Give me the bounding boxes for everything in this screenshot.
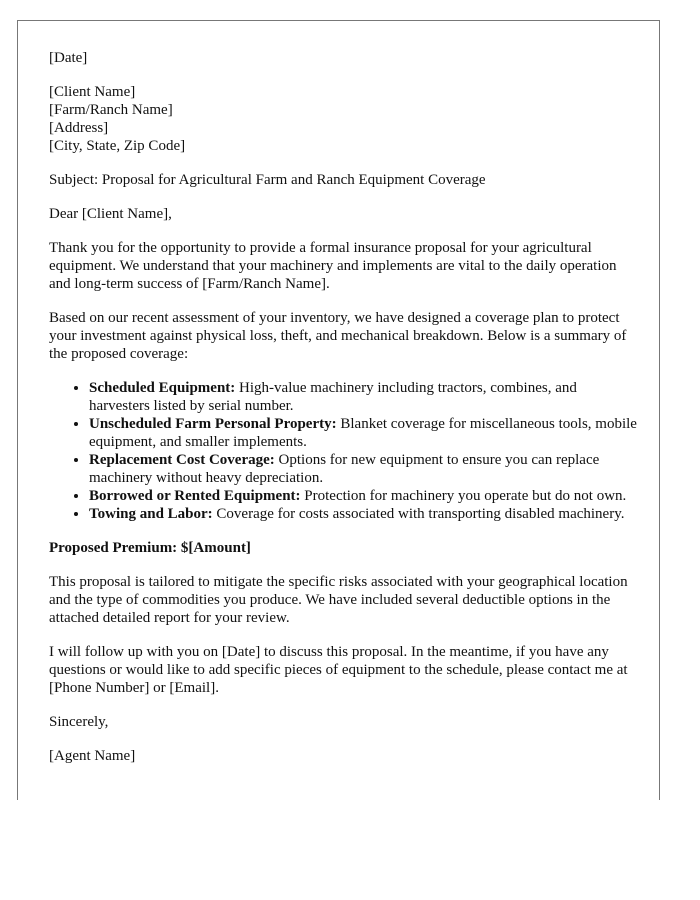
- coverage-item-scheduled-equipment: [89, 379, 639, 415]
- coverage-desc: Options for new equipment to ensure you can replace machinery without heavy depreciation.: [89, 452, 600, 486]
- recipient-address: [Address]: [49, 120, 109, 136]
- coverage-desc: Blanket coverage for miscellaneous tools, mobile equipment, and smaller implements.: [89, 416, 637, 450]
- letter-date: [Date]: [49, 50, 88, 66]
- proposed-premium: [49, 539, 639, 557]
- coverage-list: [49, 379, 639, 523]
- coverage-term: Scheduled Equipment:: [89, 380, 236, 396]
- coverage-item-borrowed-rented: [89, 487, 639, 505]
- coverage-item-towing-labor: [89, 505, 639, 523]
- letter-paragraph-2: Based on our recent assessment of your inventory, we have designed a coverage plan to protect your investment against physical loss, theft, and mechanical breakdown. Below is a summary of the proposed coverage:: [49, 310, 627, 362]
- coverage-desc: High-value machinery including tractors, combines, and harvesters listed by serial number.: [89, 380, 577, 414]
- letter-paragraph-3: This proposal is tailored to mitigate the specific risks associated with your geographical location and the type of commodities you produce. We have included several deductible options in the attached detailed report for your review.: [49, 574, 628, 626]
- coverage-term: Unscheduled Farm Personal Property:: [89, 416, 337, 432]
- recipient-name: [Client Name]: [49, 84, 136, 100]
- letter-closing: Sincerely,: [49, 714, 109, 730]
- coverage-term: Replacement Cost Coverage:: [89, 452, 275, 468]
- recipient-city-state-zip: [City, State, Zip Code]: [49, 138, 186, 154]
- proposed-premium-text: Proposed Premium: $[Amount]: [49, 540, 251, 556]
- coverage-item-replacement-cost: [89, 451, 639, 487]
- coverage-term: Towing and Labor:: [89, 506, 213, 522]
- letter-salutation: Dear [Client Name],: [49, 206, 172, 222]
- letter-page: [17, 20, 660, 800]
- coverage-item-unscheduled-property: [89, 415, 639, 451]
- coverage-desc: Coverage for costs associated with transporting disabled machinery.: [212, 506, 625, 522]
- agent-name: [Agent Name]: [49, 748, 136, 764]
- recipient-farm: [Farm/Ranch Name]: [49, 102, 173, 118]
- letter-paragraph-1: Thank you for the opportunity to provide a formal insurance proposal for your agricultural equipment. We understand that your machinery and implements are vital to the daily operation and long-term success of [Farm/Ranch Name].: [49, 240, 617, 292]
- coverage-desc: Protection for machinery you operate but do not own.: [300, 488, 627, 504]
- recipient-address-block: [49, 83, 639, 155]
- letter-paragraph-4: I will follow up with you on [Date] to discuss this proposal. In the meantime, if you have any questions or would like to add specific pieces of equipment to the schedule, please contact me at [Phone Number] or [Email].: [49, 644, 628, 696]
- coverage-term: Borrowed or Rented Equipment:: [89, 488, 301, 504]
- letter-subject: Subject: Proposal for Agricultural Farm and Ranch Equipment Coverage: [49, 172, 486, 188]
